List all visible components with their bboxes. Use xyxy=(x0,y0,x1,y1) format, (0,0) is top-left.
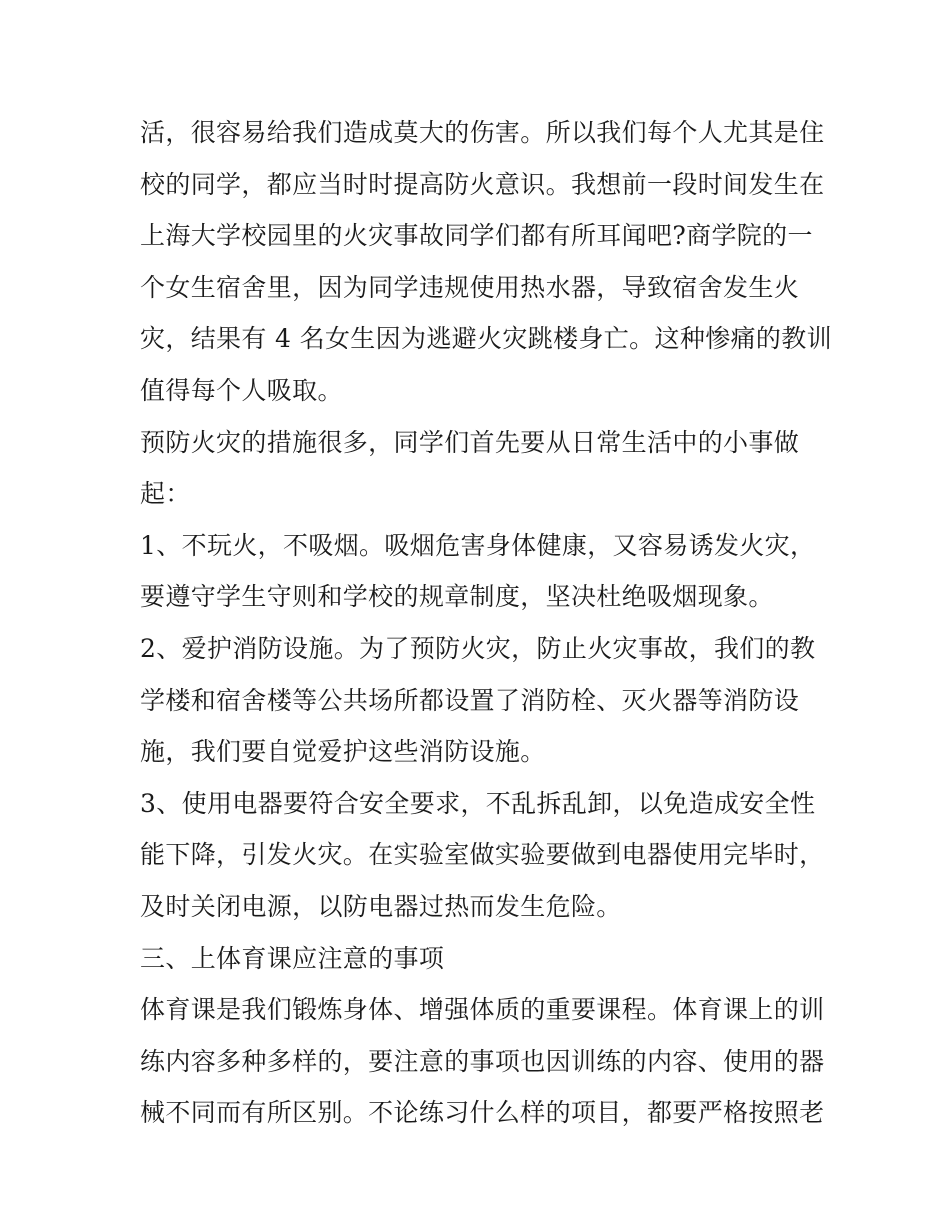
document-page xyxy=(140,107,832,1139)
section-heading: 三、上体育课应注意的事项 xyxy=(140,943,445,973)
list-item-text: 学楼和宿舍楼等公共场所都设置了消防栓、灭火器等消防设 xyxy=(140,685,800,715)
text-line: 体育课是我们锻炼身体、增强体质的重要课程。体育课上的训 xyxy=(140,995,825,1025)
text-line: 值得每个人吸取。 xyxy=(140,375,343,405)
text-line: 练内容多种多样的，要注意的事项也因训练的内容、使用的器 xyxy=(140,1046,825,1076)
text-line: 灾，结果有 4 名女生因为逃避火灾跳楼身亡。这种惨痛的教训 xyxy=(140,324,832,354)
text-line: 预防火灾的措施很多，同学们首先要从日常生活中的小事做 xyxy=(140,427,800,457)
list-item-text: 及时关闭电源，以防电器过热而发生危险。 xyxy=(140,891,622,921)
list-item-text: 施，我们要自觉爱护这些消防设施。 xyxy=(140,737,546,767)
list-item-text: 要遵守学生守则和学校的规章制度，坚决杜绝吸烟现象。 xyxy=(140,582,774,612)
text-line: 个女生宿舍里，因为同学违规使用热水器，导致宿舍发生火 xyxy=(140,272,800,302)
list-item-text: 能下降，引发火灾。在实验室做实验要做到电器使用完毕时， xyxy=(140,840,825,870)
text-line: 校的同学，都应当时时提高防火意识。我想前一段时间发生在 xyxy=(140,169,825,199)
list-item-text: 2、爱护消防设施。为了预防火灾，防止火灾事故，我们的教 xyxy=(140,633,816,663)
text-line: 上海大学校园里的火灾事故同学们都有所耳闻吧?商学院的一 xyxy=(140,221,813,251)
text-line: 械不同而有所区别。不论练习什么样的项目，都要严格按照老 xyxy=(140,1098,825,1128)
list-item-text: 1、不玩火，不吸烟。吸烟危害身体健康，又容易诱发火灾， xyxy=(140,530,816,560)
text-line: 起： xyxy=(140,479,191,509)
text-line: 活，很容易给我们造成莫大的伤害。所以我们每个人尤其是住 xyxy=(140,118,825,147)
list-item-text: 3、使用电器要符合安全要求，不乱拆乱卸，以免造成安全性 xyxy=(140,788,816,818)
